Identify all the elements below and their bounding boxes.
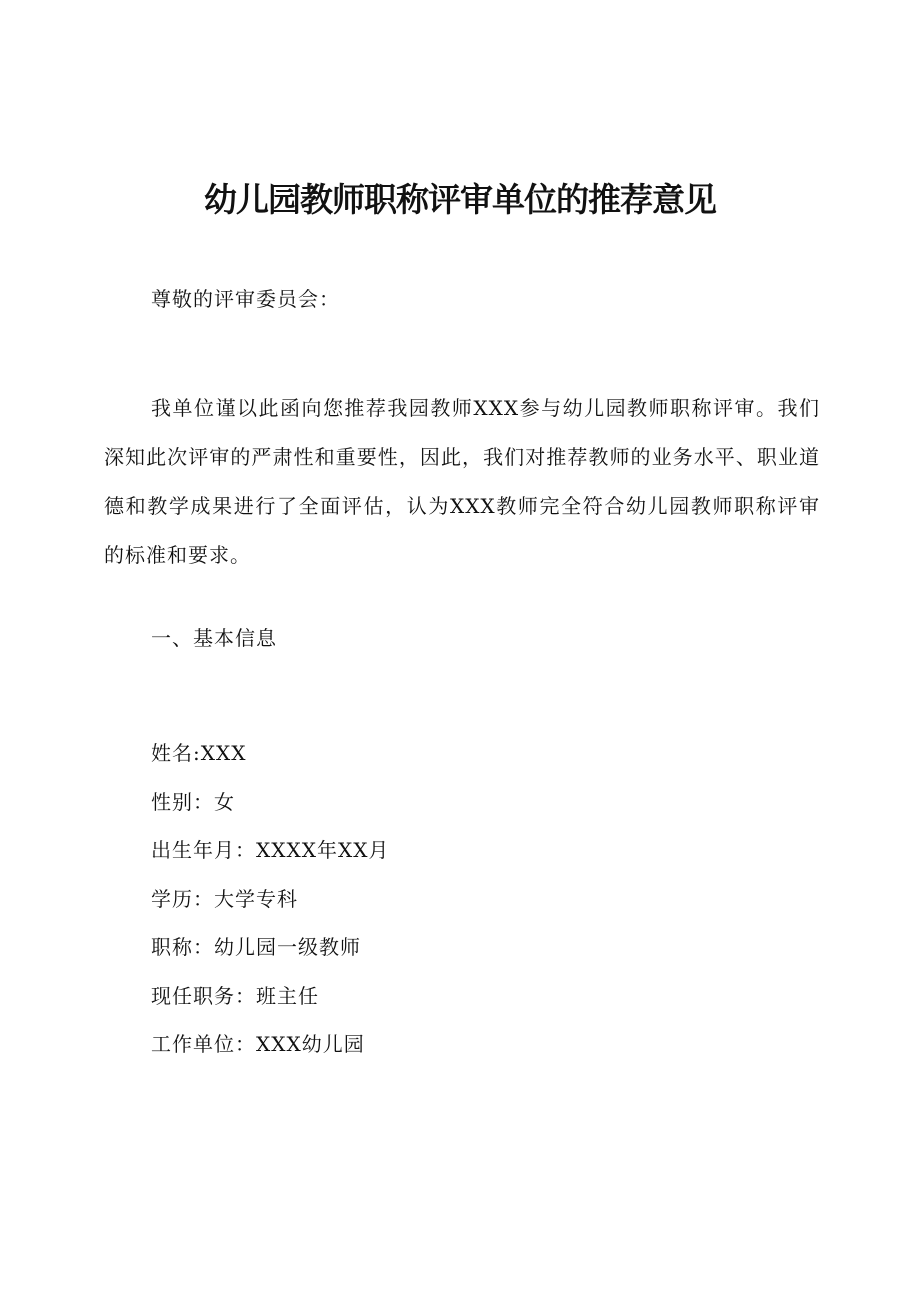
info-item-workplace: 工作单位：XXX幼儿园 xyxy=(151,1032,365,1056)
salutation: 尊敬的评审委员会： xyxy=(151,287,340,311)
info-item-name: 姓名:XXX xyxy=(151,741,247,765)
section-heading-basic-info: 一、基本信息 xyxy=(151,626,277,650)
info-item-gender: 性别：女 xyxy=(151,789,235,814)
info-item-position: 现任职务：班主任 xyxy=(151,983,319,1008)
recommendation-paragraph: 我单位谨以此函向您推荐我园教师XXX参与幼儿园教师职称评审。我们深知此次评审的严肃性和重要性，因此，我们对推荐教师的业务水平、职业道德和教学成果进行了全面评估，认为XXX教师完全符合幼儿园教师职称评审的标准和要求。 xyxy=(104,396,820,567)
basic-info-list xyxy=(151,729,389,1069)
info-item-education: 学历：大学专科 xyxy=(151,886,298,911)
info-item-title: 职称：幼儿园一级教师 xyxy=(151,935,361,959)
info-item-birth: 出生年月：XXXX年XX月 xyxy=(151,838,390,862)
document-title: 幼儿园教师职称评审单位的推荐意见 xyxy=(204,180,716,219)
